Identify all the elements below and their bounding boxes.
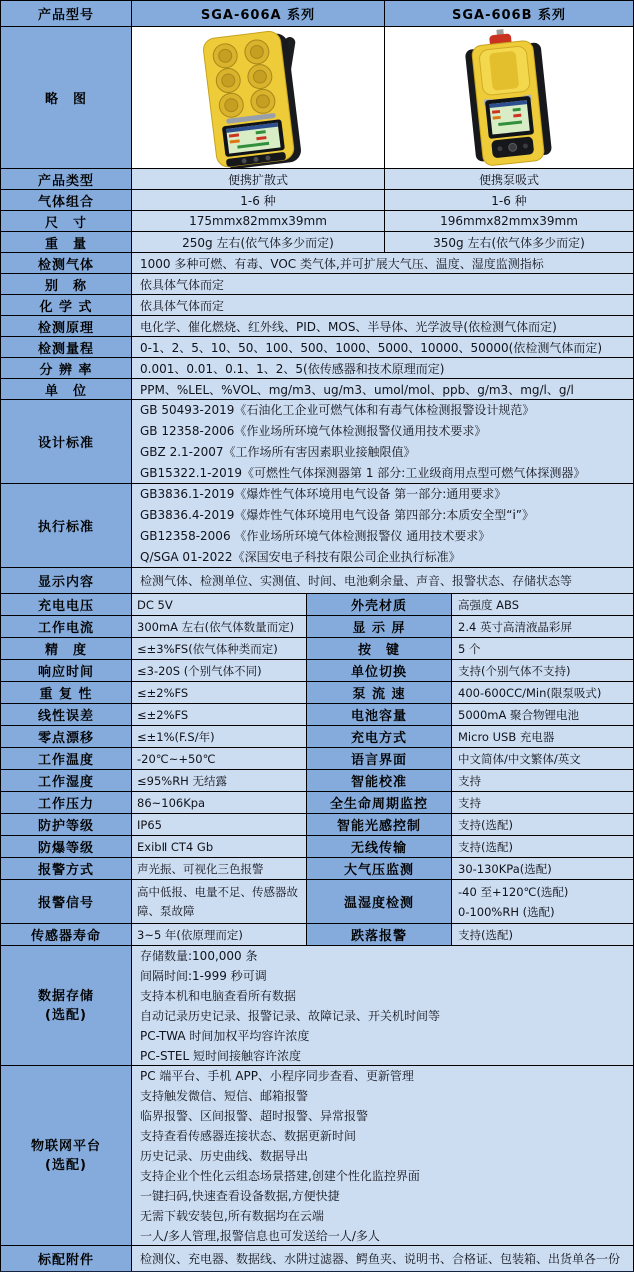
row-label-right: 智能光感控制 <box>307 814 452 835</box>
spec-row-4col <box>1 836 633 858</box>
spec-row <box>1 337 633 358</box>
feature-lines <box>132 946 633 1065</box>
value-left: 声光振、可视化三色报警 <box>132 858 307 879</box>
spec-row-4col <box>1 594 633 616</box>
data-storage-row <box>1 946 633 1066</box>
feature-line: 支持企业个性化云组态场景搭建,创建个性化监控界面 <box>140 1168 420 1183</box>
row-label-right: 全生命周期监控 <box>307 792 452 813</box>
label-line: 物联网平台 <box>30 1138 101 1154</box>
value-model-b: 便携泵吸式 <box>385 169 633 189</box>
row-label <box>1 1066 132 1245</box>
row-label-right: 智能校准 <box>307 770 452 791</box>
value-left: ≤±3%FS(依气体种类而定) <box>132 638 307 659</box>
row-label-right: 电池容量 <box>307 704 452 725</box>
spec-row <box>1 253 633 274</box>
value-right: 支持(选配) <box>452 814 633 835</box>
value-line: 0-100%RH (选配) <box>458 904 555 919</box>
spec-row-4col <box>1 638 633 660</box>
row-label-right: 温湿度检测 <box>307 880 452 923</box>
feature-line: 支持触发微信、短信、邮箱报警 <box>140 1088 309 1103</box>
row-label: 工作电流 <box>1 616 132 637</box>
row-label: 检测原理 <box>1 316 132 336</box>
row-label: 标配附件 <box>1 1246 132 1271</box>
header-label-cell: 产品型号 <box>1 1 132 26</box>
value-left: 86~106Kpa <box>132 792 307 813</box>
spec-row-4col <box>1 704 633 726</box>
value-model-a: 便携扩散式 <box>132 169 385 189</box>
row-label: 精 度 <box>1 638 132 659</box>
value-model-b: 196mmx82mmx39mm <box>385 211 633 231</box>
standard-line: GB 12358-2006《作业场所环境气体检测报警仪通用技术要求》 <box>140 423 487 438</box>
value-left: 高中低报、电量不足、传感器故障、泵故障 <box>132 880 307 923</box>
row-label: 工作温度 <box>1 748 132 769</box>
spec-row-4col <box>1 924 633 946</box>
row-label: 零点漂移 <box>1 726 132 747</box>
row-label-right: 无线传输 <box>307 836 452 857</box>
spec-row-4col <box>1 858 633 880</box>
row-label-right: 单位切换 <box>307 660 452 681</box>
feature-line: 临界报警、区间报警、超时报警、异常报警 <box>140 1108 369 1123</box>
spec-row-4col <box>1 660 633 682</box>
spec-row-4col <box>1 616 633 638</box>
spec-row <box>1 358 633 379</box>
feature-lines <box>132 1066 633 1245</box>
value-left: ≤±1%(F.S/年) <box>132 726 307 747</box>
value-right: 中文简体/中文繁体/英文 <box>452 748 633 769</box>
row-label-right: 泵 流 速 <box>307 682 452 703</box>
value-left: IP65 <box>132 814 307 835</box>
standards-row <box>1 484 633 568</box>
value-right: 支持 <box>452 770 633 791</box>
header-model-b-cell: SGA-606B 系列 <box>385 1 633 26</box>
value-left: -20℃~+50℃ <box>132 748 307 769</box>
value-left: DC 5V <box>132 594 307 615</box>
row-label-right: 外壳材质 <box>307 594 452 615</box>
value-left: ≤3-20S (个别气体不同) <box>132 660 307 681</box>
value-model-a: 175mmx82mmx39mm <box>132 211 385 231</box>
spec-row <box>1 379 633 400</box>
value-model-a: 1-6 种 <box>132 190 385 210</box>
row-label: 产品类型 <box>1 169 132 189</box>
spec-row-4col <box>1 792 633 814</box>
row-label-right: 语言界面 <box>307 748 452 769</box>
row-label: 设计标准 <box>1 400 132 483</box>
row-value: 电化学、催化燃烧、红外线、PID、MOS、半导体、光学波导(依检测气体而定) <box>132 316 633 336</box>
row-label: 防护等级 <box>1 814 132 835</box>
sketch-row <box>1 27 633 169</box>
row-label: 响应时间 <box>1 660 132 681</box>
row-label: 防爆等级 <box>1 836 132 857</box>
spec-row-4col <box>1 880 633 924</box>
feature-line: 间隔时间:1-999 秒可调 <box>140 968 267 983</box>
row-label: 报警方式 <box>1 858 132 879</box>
feature-line: 支持查看传感器连接状态、数据更新时间 <box>140 1128 357 1143</box>
row-label: 工作湿度 <box>1 770 132 791</box>
row-label: 检测气体 <box>1 253 132 273</box>
row-value: 检测气体、检测单位、实测值、时间、电池剩余量、声音、报警状态、存储状态等 <box>132 568 633 593</box>
feature-line: 无需下载安装包,所有数据均在云端 <box>140 1208 324 1223</box>
row-label: 单 位 <box>1 379 132 399</box>
spec-row-4col <box>1 770 633 792</box>
row-label: 重 量 <box>1 232 132 252</box>
row-label <box>1 946 132 1065</box>
standard-line: GB3836.1-2019《爆炸性气体环境用电气设备 第一部分:通用要求》 <box>140 486 507 501</box>
row-label: 显示内容 <box>1 568 132 593</box>
value-right: 支持(选配) <box>452 924 633 945</box>
value-right: 2.4 英寸高清液晶彩屏 <box>452 616 633 637</box>
feature-line: 支持本机和电脑查看所有数据 <box>140 988 297 1003</box>
row-value: 依具体气体而定 <box>132 274 633 294</box>
feature-line: 历史记录、历史曲线、数据导出 <box>140 1148 309 1163</box>
spec-row-4col <box>1 748 633 770</box>
row-label: 尺 寸 <box>1 211 132 231</box>
standard-line: Q/SGA 01-2022《深国安电子科技有限公司企业执行标准》 <box>140 549 461 564</box>
value-right-lines <box>452 880 633 923</box>
row-label: 工作压力 <box>1 792 132 813</box>
value-line: -40 至+120℃(选配) <box>458 884 569 899</box>
spec-row <box>1 316 633 337</box>
standard-line: GBZ 2.1-2007《工作场所有害因素职业接触限值》 <box>140 444 416 459</box>
feature-line: 一键扫码,快速查看设备数据,方便快捷 <box>140 1188 340 1203</box>
value-left: ≤±2%FS <box>132 682 307 703</box>
spec-row-4col <box>1 682 633 704</box>
row-label: 别 称 <box>1 274 132 294</box>
row-label: 检测量程 <box>1 337 132 357</box>
sketch-label-cell: 略 图 <box>1 27 132 168</box>
spec-row <box>1 211 633 232</box>
row-label: 重 复 性 <box>1 682 132 703</box>
standard-line: GB3836.4-2019《爆炸性气体环境用电气设备 第四部分:本质安全型“i”》 <box>140 507 535 522</box>
row-label: 分 辨 率 <box>1 358 132 378</box>
row-label-right: 大气压监测 <box>307 858 452 879</box>
iot-platform-row <box>1 1066 633 1246</box>
spec-row <box>1 295 633 316</box>
device-a-illustration <box>132 27 384 168</box>
product-image-sga-606b <box>385 27 633 168</box>
feature-line: PC 端平台、手机 APP、小程序同步查看、更新管理 <box>140 1068 414 1083</box>
row-label: 充电电压 <box>1 594 132 615</box>
row-label: 报警信号 <box>1 880 132 923</box>
value-right: 支持(选配) <box>452 836 633 857</box>
value-left: ≤±2%FS <box>132 704 307 725</box>
value-model-b: 1-6 种 <box>385 190 633 210</box>
spec-row-4col <box>1 726 633 748</box>
value-left: ExibⅡ CT4 Gb <box>132 836 307 857</box>
row-label: 化 学 式 <box>1 295 132 315</box>
value-left: ≤95%RH 无结露 <box>132 770 307 791</box>
value-right: 5000mA 聚合物锂电池 <box>452 704 633 725</box>
spec-row <box>1 169 633 190</box>
feature-line: 一人/多人管理,报警信息也可发送给一人/多人 <box>140 1228 380 1243</box>
spec-row <box>1 232 633 253</box>
label-line: (选配) <box>45 1007 87 1023</box>
value-model-a: 250g 左右(依气体多少而定) <box>132 232 385 252</box>
device-b-illustration <box>385 27 633 168</box>
standards-lines <box>132 484 633 567</box>
feature-line: PC-STEL 短时间接触容许浓度 <box>140 1048 301 1063</box>
value-right: 400-600CC/Min(限泵吸式) <box>452 682 633 703</box>
spec-row-4col <box>1 814 633 836</box>
value-right: Micro USB 充电器 <box>452 726 633 747</box>
spec-row <box>1 1246 633 1271</box>
value-model-b: 350g 左右(依气体多少而定) <box>385 232 633 252</box>
feature-line: PC-TWA 时间加权平均容许浓度 <box>140 1028 310 1043</box>
standard-line: GB12358-2006 《作业场所环境气体检测报警仪 通用技术要求》 <box>140 528 491 543</box>
row-label-right: 跌落报警 <box>307 924 452 945</box>
row-label-right: 显 示 屏 <box>307 616 452 637</box>
spec-row <box>1 274 633 295</box>
row-label: 传感器寿命 <box>1 924 132 945</box>
value-right: 高强度 ABS <box>452 594 633 615</box>
label-line: 数据存储 <box>37 988 94 1004</box>
feature-line: 自动记录历史记录、报警记录、故障记录、开关机时间等 <box>140 1008 441 1023</box>
table-header-row <box>1 1 633 27</box>
spec-row <box>1 190 633 211</box>
value-left: 3~5 年(依原理而定) <box>132 924 307 945</box>
row-label: 执行标准 <box>1 484 132 567</box>
row-label-right: 充电方式 <box>307 726 452 747</box>
standard-line: GB15322.1-2019《可燃性气体探测器第 1 部分:工业级商用点型可燃气体探测器》 <box>140 465 586 480</box>
row-label: 线性误差 <box>1 704 132 725</box>
value-right: 30-130KPa(选配) <box>452 858 633 879</box>
label-line: (选配) <box>45 1157 87 1173</box>
row-value: 0.001、0.01、0.1、1、2、5(依传感器和技术原理而定) <box>132 358 633 378</box>
header-model-a-cell: SGA-606A 系列 <box>132 1 385 26</box>
value-right: 支持(个别气体不支持) <box>452 660 633 681</box>
row-value: 检测仪、充电器、数据线、水阱过滤器、鳄鱼夹、说明书、合格证、包装箱、出货单各一份 <box>132 1246 633 1271</box>
value-right: 5 个 <box>452 638 633 659</box>
feature-line: 存储数量:100,000 条 <box>140 948 258 963</box>
value-left: 300mA 左右(依气体数量而定) <box>132 616 307 637</box>
standards-lines <box>132 400 633 483</box>
value-right: 支持 <box>452 792 633 813</box>
standard-line: GB 50493-2019《石油化工企业可燃气体和有毒气体检测报警设计规范》 <box>140 402 535 417</box>
product-image-sga-606a <box>132 27 385 168</box>
row-label: 气体组合 <box>1 190 132 210</box>
row-value: PPM、%LEL、%VOL、mg/m3、ug/m3、umol/mol、ppb、g/m3、mg/l、g/l <box>132 379 633 399</box>
standards-row <box>1 400 633 484</box>
row-label-right: 按 键 <box>307 638 452 659</box>
row-value: 依具体气体而定 <box>132 295 633 315</box>
row-value: 0-1、2、5、10、50、100、500、1000、5000、10000、50000(依检测气体而定) <box>132 337 633 357</box>
spec-row <box>1 568 633 594</box>
row-value: 1000 多种可燃、有毒、VOC 类气体,并可扩展大气压、温度、湿度监测指标 <box>132 253 633 273</box>
